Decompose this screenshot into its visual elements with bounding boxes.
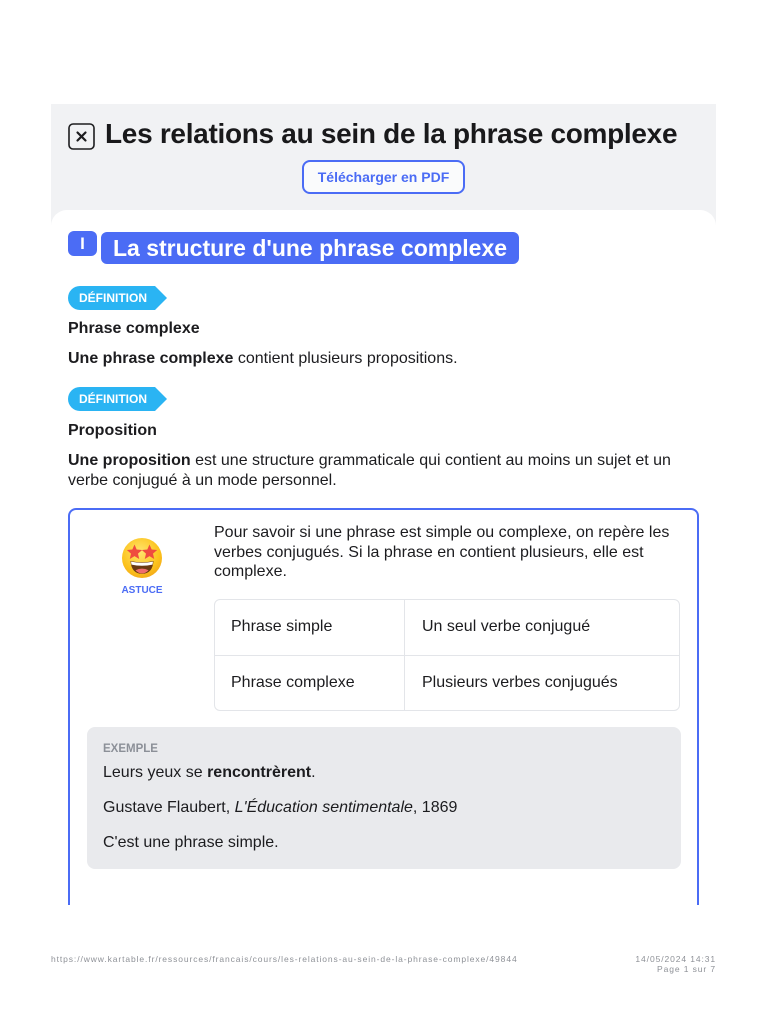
definition-text-bold: Une proposition <box>68 452 191 469</box>
example-sentence-start: Leurs yeux se <box>103 764 208 781</box>
definition-badge: DÉFINITION <box>68 387 155 411</box>
definition-text <box>68 349 699 369</box>
star-struck-emoji-icon <box>120 536 164 580</box>
definition-term: Proposition <box>68 422 157 439</box>
lesson-card <box>51 210 716 905</box>
footer-page-number: Page 1 sur 7 <box>657 964 716 974</box>
verb-table <box>214 599 680 711</box>
example-source-author: Gustave Flaubert, <box>103 799 235 816</box>
definition-text <box>68 451 699 491</box>
example-source <box>103 798 457 818</box>
definition-text-body: contient plusieurs propositions. <box>233 350 458 367</box>
table-cell: Un seul verbe conjugué <box>422 618 591 635</box>
tip-box <box>68 508 699 905</box>
footer-datetime: 14/05/2024 14:31 <box>635 954 716 964</box>
download-pdf-button[interactable]: Télécharger en PDF <box>302 160 465 194</box>
example-sentence-verb: rencontrèrent <box>207 764 312 781</box>
table-cell: Phrase complexe <box>215 656 405 710</box>
example-label: EXEMPLE <box>103 743 158 755</box>
footer-url: https://www.kartable.fr/ressources/francais/cours/les-relations-au-sein-de-la-phrase-complexe/49844 <box>51 954 518 964</box>
page-title: Les relations au sein de la phrase complexe <box>105 118 678 149</box>
example-box <box>87 727 681 869</box>
example-sentence-end: . <box>311 764 316 781</box>
example-source-year: , 1869 <box>412 799 458 816</box>
example-source-title: L'Éducation sentimentale <box>234 799 413 816</box>
definition-term: Phrase complexe <box>68 320 200 337</box>
close-button[interactable] <box>68 123 95 150</box>
section-number: I <box>68 231 97 256</box>
section-title: La structure d'une phrase complexe <box>101 232 519 264</box>
example-conclusion: C'est une phrase simple. <box>103 834 279 851</box>
lesson-header <box>51 104 716 226</box>
tip-text: Pour savoir si une phrase est simple ou complexe, on repère les verbes conjugués. Si la phrase en contient plusieurs, elle est complexe. <box>214 524 670 580</box>
tip-label: ASTUCE <box>121 585 163 596</box>
definition-badge: DÉFINITION <box>68 286 155 310</box>
footer-meta <box>635 954 716 974</box>
tip-emoji <box>120 536 164 580</box>
table-row <box>215 600 679 655</box>
table-cell: Phrase simple <box>215 600 405 655</box>
close-icon[interactable] <box>68 123 95 150</box>
definition-text-bold: Une phrase complexe <box>68 350 234 367</box>
table-cell: Plusieurs verbes conjugués <box>422 674 618 691</box>
example-sentence <box>103 763 316 783</box>
definition-text-body: est une structure grammaticale qui contient au moins un sujet et un verbe conjugué à un mode personnel. <box>68 452 671 489</box>
table-row <box>215 655 679 710</box>
